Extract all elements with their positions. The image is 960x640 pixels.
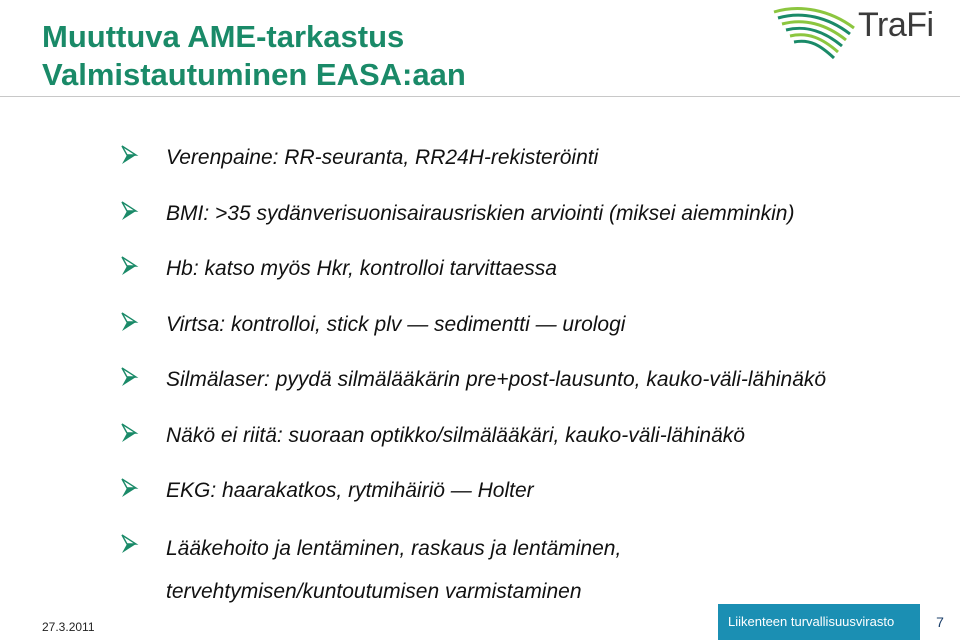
list-item [118, 138, 948, 194]
footer-bar [718, 604, 960, 640]
title-line-1: Muuttuva AME-tarkastus [42, 19, 405, 54]
bullet-text-line-1: Lääkehoito ja lentäminen, raskaus ja lentäminen, [166, 536, 622, 560]
bullet-text: Verenpaine: RR-seuranta, RR24H-rekisteröinti [166, 146, 599, 169]
list-item [118, 416, 948, 472]
list-item [118, 305, 948, 361]
bullet-text: Hb: katso myös Hkr, kontrolloi tarvittaessa [166, 257, 557, 280]
arrowhead-bullet-icon [118, 477, 140, 499]
list-item [118, 249, 948, 305]
title-divider [0, 96, 960, 97]
bullet-text: Virtsa: kontrolloi, stick plv — sedimentti — urologi [166, 312, 626, 336]
list-item [118, 471, 948, 527]
footer-date: 27.3.2011 [42, 620, 95, 634]
bullet-text-line-2: tervehtymisen/kuntoutumisen varmistaminen [166, 579, 582, 603]
title-line-2: Valmistautuminen EASA:aan [42, 57, 466, 92]
arrowhead-bullet-icon [118, 533, 140, 555]
arrowhead-bullet-icon [118, 255, 140, 277]
slide-title [42, 18, 466, 94]
trafi-logo [770, 2, 960, 68]
arrowhead-bullet-icon [118, 366, 140, 388]
list-item [118, 527, 948, 613]
list-item [118, 194, 948, 250]
page-number: 7 [918, 604, 960, 640]
bullet-list [118, 138, 948, 613]
logo-text: TraFi [858, 6, 934, 44]
bullet-text: Näkö ei riitä: suoraan optikko/silmälääkäri, kauko-väli-lähinäkö [166, 423, 745, 447]
arrowhead-bullet-icon [118, 144, 140, 166]
footer-organization: Liikenteen turvallisuusvirasto [728, 614, 895, 629]
bullet-text: Silmälaser: pyydä silmälääkärin pre+post-lausunto, kauko-väli-lähinäkö [166, 368, 827, 391]
arrowhead-bullet-icon [118, 422, 140, 444]
trafi-swoosh-icon [770, 2, 860, 68]
arrowhead-bullet-icon [118, 200, 140, 222]
bullet-text: EKG: haarakatkos, rytmihäiriö — Holter [166, 479, 534, 502]
bullet-text [166, 527, 621, 613]
bullet-text: BMI: >35 sydänverisuonisairausriskien arviointi (miksei aiemminkin) [166, 201, 795, 225]
arrowhead-bullet-icon [118, 311, 140, 333]
list-item [118, 360, 948, 416]
